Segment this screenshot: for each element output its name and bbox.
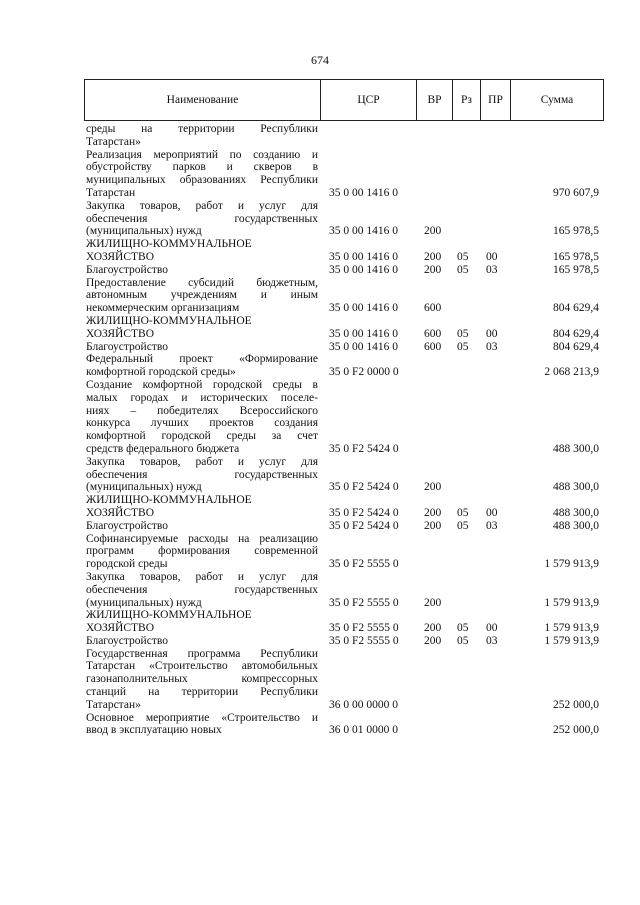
- row-name: [86, 277, 318, 315]
- row-sum: 165 978,5: [553, 250, 599, 263]
- table-row: [0, 277, 640, 315]
- row-name-line: обустройству парков и скверов в: [86, 161, 318, 174]
- row-name-line: станций на территории Республики: [86, 686, 318, 699]
- row-rz: 05: [457, 634, 469, 647]
- table-row: [0, 264, 640, 277]
- table-row: [0, 238, 640, 264]
- row-name: [86, 456, 318, 494]
- table-row: [0, 456, 640, 494]
- row-rz: 05: [457, 263, 469, 276]
- row-pr: 03: [486, 340, 498, 353]
- row-pr: 00: [486, 250, 498, 263]
- row-name-line: Софинансируемые расходы на реализацию: [86, 532, 318, 545]
- row-vr: 200: [424, 481, 442, 494]
- row-name-line: Основное мероприятие «Строительство и: [86, 711, 318, 724]
- row-name-line: Татарстан»: [86, 698, 141, 711]
- row-vr: 600: [424, 327, 442, 340]
- row-name-line: Татарстан»: [86, 135, 141, 148]
- row-name: [86, 238, 318, 264]
- row-name: [86, 494, 318, 520]
- row-name-line: муниципальных образованиях Республики: [86, 174, 318, 187]
- row-pr: 03: [486, 634, 498, 647]
- table-row: [0, 341, 640, 354]
- row-vr: 200: [424, 596, 442, 609]
- row-name-line: малых городах и исторических поселе-: [86, 391, 318, 404]
- table-row: [0, 635, 640, 648]
- row-name: [86, 315, 318, 341]
- row-vr: 200: [424, 622, 442, 635]
- row-csr: 35 0 F2 5424 0: [329, 506, 399, 519]
- table-row: [0, 533, 640, 571]
- row-sum: 2 068 213,9: [544, 366, 599, 379]
- header-sum: Сумма: [540, 94, 574, 106]
- row-sum: 804 629,4: [553, 302, 599, 315]
- row-sum: 1 579 913,9: [544, 634, 599, 647]
- row-name-line: ХОЗЯЙСТВО: [86, 250, 154, 263]
- row-vr: 600: [424, 302, 442, 315]
- row-csr: 35 0 00 1416 0: [329, 263, 398, 276]
- row-sum: 804 629,4: [553, 340, 599, 353]
- row-name: [86, 379, 318, 456]
- row-name: [86, 520, 318, 533]
- row-vr: 200: [424, 250, 442, 263]
- row-name: [86, 635, 318, 648]
- table-row: [0, 379, 640, 456]
- row-vr: 200: [424, 634, 442, 647]
- row-name-line: Предоставление субсидий бюджетным,: [86, 276, 318, 289]
- row-rz: 05: [457, 622, 469, 635]
- row-name: [86, 200, 318, 238]
- row-pr: 00: [486, 327, 498, 340]
- row-csr: 35 0 00 1416 0: [329, 250, 398, 263]
- row-name-line: Создание комфортной городской среды в: [86, 378, 318, 391]
- row-name-line: комфортной городской среды»: [86, 366, 236, 379]
- row-name-line: Государственная программа Республики: [86, 647, 318, 660]
- table-row: [0, 494, 640, 520]
- row-sum: 488 300,0: [553, 481, 599, 494]
- table-row: [0, 712, 640, 738]
- row-sum: 970 607,9: [553, 186, 599, 199]
- row-csr: 35 0 00 1416 0: [329, 186, 398, 199]
- row-name-line: Благоустройство: [86, 634, 168, 647]
- row-sum: 165 978,5: [553, 225, 599, 238]
- header-name: Наименование: [85, 80, 321, 120]
- header-rz: Рз: [453, 80, 481, 120]
- row-sum: 252 000,0: [553, 724, 599, 737]
- row-name-line: Закупка товаров, работ и услуг для: [86, 199, 318, 212]
- row-name-line: ХОЗЯЙСТВО: [86, 327, 154, 340]
- row-csr: 35 0 F2 5555 0: [329, 596, 399, 609]
- row-name-line: Благоустройство: [86, 340, 168, 353]
- row-rz: 05: [457, 250, 469, 263]
- row-name-line: комфортной городской среды за счет: [86, 430, 318, 443]
- row-csr: 35 0 F2 5424 0: [329, 442, 399, 455]
- row-name-line: Благоустройство: [86, 263, 168, 276]
- row-name: [86, 123, 318, 149]
- row-name-line: Благоустройство: [86, 519, 168, 532]
- row-name-line: Федеральный проект «Формирование: [86, 353, 318, 366]
- row-csr: 35 0 F2 5555 0: [329, 622, 399, 635]
- table-row: [0, 353, 640, 379]
- row-name: [86, 341, 318, 354]
- row-name-line: (муниципальных) нужд: [86, 225, 202, 238]
- row-name-line: автономным учреждениям и иным: [86, 289, 318, 302]
- header-csr: ЦСР: [321, 80, 417, 120]
- page-number: 674: [311, 53, 329, 67]
- row-name-line: обеспечения государственных: [86, 212, 318, 225]
- row-pr: 00: [486, 622, 498, 635]
- row-name-line: ниях – победителях Всероссийского: [86, 404, 318, 417]
- row-name-line: ХОЗЯЙСТВО: [86, 622, 154, 635]
- table-row: [0, 315, 640, 341]
- row-sum: 1 579 913,9: [544, 622, 599, 635]
- row-name-line: ЖИЛИЩНО-КОММУНАЛЬНОЕ: [86, 238, 252, 251]
- row-name-line: (муниципальных) нужд: [86, 596, 202, 609]
- row-name-line: (муниципальных) нужд: [86, 481, 202, 494]
- table-row: [0, 200, 640, 238]
- row-csr: 35 0 00 1416 0: [329, 340, 398, 353]
- row-name-line: обеспечения государственных: [86, 583, 318, 596]
- header-vr: ВР: [417, 80, 453, 120]
- row-pr: 03: [486, 519, 498, 532]
- row-csr: 35 0 F2 5555 0: [329, 558, 399, 571]
- row-sum: 488 300,0: [553, 519, 599, 532]
- table-header: [84, 79, 604, 121]
- row-vr: 200: [424, 519, 442, 532]
- row-csr: 35 0 F2 5424 0: [329, 519, 399, 532]
- table-row: [0, 149, 640, 200]
- table-row: [0, 123, 640, 149]
- row-name-line: ЖИЛИЩНО-КОММУНАЛЬНОЕ: [86, 609, 252, 622]
- row-name-line: средств федерального бюджета: [86, 442, 240, 455]
- row-name-line: ЖИЛИЩНО-КОММУНАЛЬНОЕ: [86, 494, 252, 507]
- table-row: [0, 609, 640, 635]
- row-name-line: газонаполнительных компрессорных: [86, 673, 318, 686]
- row-sum: 488 300,0: [553, 506, 599, 519]
- row-name-line: Реализация мероприятий по созданию и: [86, 148, 318, 161]
- row-sum: 804 629,4: [553, 327, 599, 340]
- row-name-line: городской среды: [86, 558, 168, 571]
- row-name-line: Закупка товаров, работ и услуг для: [86, 455, 318, 468]
- table-body: [0, 123, 640, 737]
- table-row: [0, 571, 640, 609]
- row-vr: 200: [424, 263, 442, 276]
- row-name-line: Татарстан «Строительство автомобильных: [86, 660, 318, 673]
- row-name: [86, 571, 318, 609]
- row-csr: 35 0 00 1416 0: [329, 327, 398, 340]
- row-csr: 35 0 F2 5424 0: [329, 481, 399, 494]
- row-rz: 05: [457, 327, 469, 340]
- row-sum: 165 978,5: [553, 263, 599, 276]
- row-csr: 35 0 00 1416 0: [329, 302, 398, 315]
- row-name: [86, 712, 318, 738]
- table-row: [0, 520, 640, 533]
- row-sum: 488 300,0: [553, 442, 599, 455]
- table-row: [0, 648, 640, 712]
- row-name: [86, 149, 318, 200]
- row-name-line: ЖИЛИЩНО-КОММУНАЛЬНОЕ: [86, 314, 252, 327]
- row-name: [86, 264, 318, 277]
- row-vr: 200: [424, 225, 442, 238]
- row-csr: 36 0 00 0000 0: [329, 698, 398, 711]
- row-name-line: некоммерческим организациям: [86, 302, 240, 315]
- row-csr: 35 0 F2 0000 0: [329, 366, 399, 379]
- row-name-line: конкурса лучших проектов создания: [86, 417, 318, 430]
- row-name: [86, 533, 318, 571]
- row-pr: 03: [486, 263, 498, 276]
- row-name-line: обеспечения государственных: [86, 468, 318, 481]
- row-vr: 600: [424, 340, 442, 353]
- row-name-line: ХОЗЯЙСТВО: [86, 506, 154, 519]
- row-vr: 200: [424, 506, 442, 519]
- row-name: [86, 648, 318, 712]
- row-rz: 05: [457, 519, 469, 532]
- row-csr: 35 0 F2 5555 0: [329, 634, 399, 647]
- row-sum: 252 000,0: [553, 698, 599, 711]
- row-name-line: Татарстан: [86, 186, 136, 199]
- row-name-line: среды на территории Республики: [86, 123, 318, 135]
- header-pr: ПР: [481, 80, 511, 120]
- row-csr: 35 0 00 1416 0: [329, 225, 398, 238]
- row-name-line: Закупка товаров, работ и услуг для: [86, 570, 318, 583]
- row-sum: 1 579 913,9: [544, 558, 599, 571]
- row-pr: 00: [486, 506, 498, 519]
- row-name-line: программ формирования современной: [86, 545, 318, 558]
- row-name: [86, 353, 318, 379]
- row-rz: 05: [457, 506, 469, 519]
- row-name: [86, 609, 318, 635]
- row-sum: 1 579 913,9: [544, 596, 599, 609]
- row-rz: 05: [457, 340, 469, 353]
- row-csr: 36 0 01 0000 0: [329, 724, 398, 737]
- row-name-line: ввод в эксплуатацию новых: [86, 724, 222, 737]
